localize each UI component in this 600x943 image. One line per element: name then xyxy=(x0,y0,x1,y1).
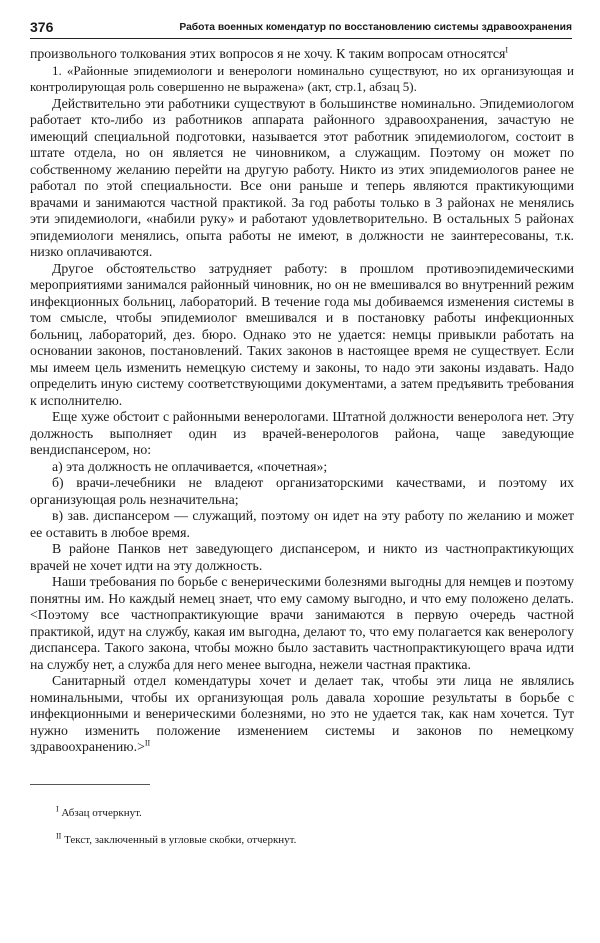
body-text xyxy=(30,46,574,756)
paragraph: произвольного толкования этих вопросов я не хочу. К таким вопросам относятся$^I$ xyxy=(30,45,509,61)
quoted-item: 1. «Районные эпидемиологи и венерологи номинально существуют, но их организующая и контролирующая роль совершенно не выражена» (акт, стр.1, абзац 5). xyxy=(30,62,574,94)
footnotes xyxy=(30,806,574,860)
list-item: б) врачи-лечебники не владеют организаторскими качествами, и поэтому их организующая роль незначительна; xyxy=(30,475,574,507)
page-header xyxy=(30,18,572,39)
running-title: Работа военных комендатур по восстановлению системы здравоохранения xyxy=(179,22,572,33)
footnote-marker: I xyxy=(505,45,509,55)
paragraph: Санитарный отдел комендатуры хочет и делает так, чтобы эти лица не являлись номинальными, чтобы их организующая роль давала хорошие результаты в борьбе с инфекционными и венерическими болезнями, но это не удается так, как нам хочется. Тут нужно изменить положение изменением системы и законов по немецкому здравоохранению.>$^{II}$ xyxy=(30,673,574,754)
paragraph: Другое обстоятельство затрудняет работу: в прошлом противоэпидемическими мероприятиями занимался районный чиновник, но он не вмешивался во внутренний режим инфекционных больниц, лабораторий. В течение года мы добиваемся изменения системы в том смысле, чтобы эпидемиолог вмешивался и в постановку работы инфекционных больниц, лабораторий, дез. бюро. Однако это не удается: немцы привыкли работать на основании законов, постановлений. Таких законов в настоящее время не существует. Если мы имеем цель изменить немецкую систему и законы, то надо эти законы издавать. Надо определить иную систему соответствующими документами, а затем предъявить требования к исполнителю. xyxy=(30,260,574,408)
list-item: а) эта должность не оплачивается, «почетная»; xyxy=(52,458,328,474)
paragraph: Еще хуже обстоит с районными венерологами. Штатной должности венеролога нет. Эту должность выполняет один из врачей-венерологов района, чаще заведующие вендиспансером, но: xyxy=(30,409,574,457)
page-number: 376 xyxy=(30,19,54,35)
paragraph: Наши требования по борьбе с венерическими болезнями выгодны для немцев и поэтому понятны им. Но каждый немец знает, что ему самому выгодно, и что ему положено делать. <Поэтому все частнопрактикующие врачи занимаются в первую очередь частной практикой, идут на службу, какая им выгодна, делают то, что ему полагается как венерологу диспансера. Такого закона, чтобы можно было заставить частнопрактикующего врача идти на службу нет, а служба для него менее выгодна, нежели частная практика. xyxy=(30,574,574,672)
list-item: в) зав. диспансером — служащий, поэтому он идет на эту работу по желанию и может ее оставить в любое время. xyxy=(30,508,574,540)
footnote: $^{II}$ Текст, заключенный в угловые скобки, отчеркнут. xyxy=(56,831,297,846)
paragraph: В районе Панков нет заведующего диспансером, и никто из частнопрактикующих врачей не хочет идти на эту должность. xyxy=(30,541,574,573)
footnote-marker: II xyxy=(144,738,151,748)
footnote-divider xyxy=(30,784,150,785)
paragraph: Действительно эти работники существуют в большинстве номинально. Эпидемиологом работает кто-либо из работников аппарата районного здравоохранения, зачастую не имеющий специальной подготовки, называется этот работник эпидемиологом, состоит в штате отдела, но он является не чиновником, а служащим. Поэтому он может по собственному желанию перейти на другую работу. Никто из этих эпидемиологов ранее не работал по этой специальности. Все они раньше и теперь являются практикующими врачами и занимаются частной практикой. За год работы только в 3 районах не менялись эти эпидемиологи, «набили руку» и работают удовлетворительно. В остальных 5 районах эпидемиологи менялись, опыта работы не имеют, в должности не заинтересованы, т.к. низко оплачиваются. xyxy=(30,95,574,259)
footnote: $^I$ Абзац отчеркнут. xyxy=(56,804,142,819)
